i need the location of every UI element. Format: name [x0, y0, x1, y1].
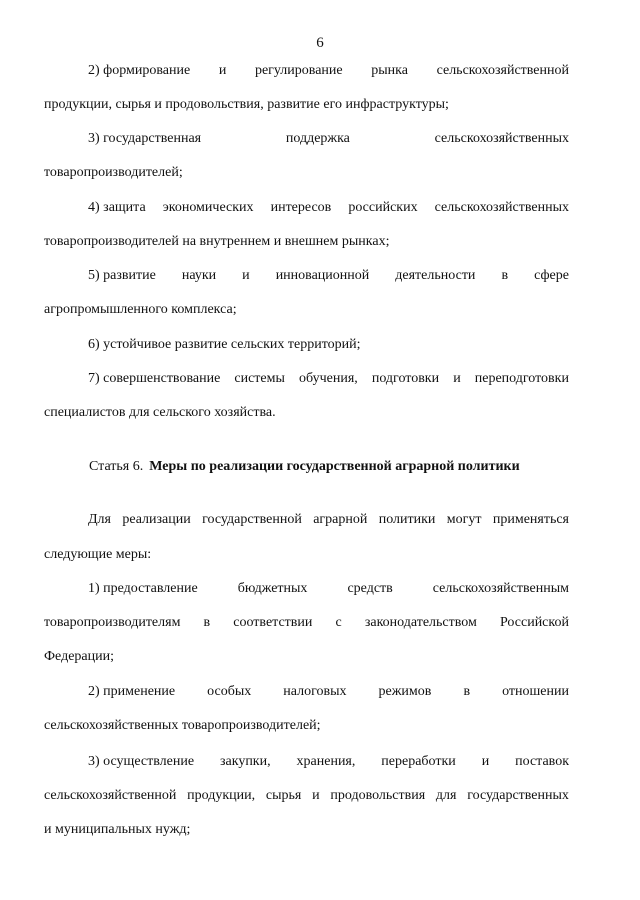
word: отношении — [502, 684, 569, 699]
word: хранения, — [296, 754, 356, 769]
word: средств — [347, 581, 393, 596]
page-number: 6 — [316, 35, 324, 51]
word: 3) государственная — [88, 131, 202, 146]
word: аграрной — [313, 512, 368, 527]
list-item-4-line-2: товаропроизводителей на внутреннем и внешнем рынках; — [44, 234, 390, 249]
word: сельскохозяйственных — [434, 200, 569, 215]
word: 4) защита — [88, 200, 146, 215]
word: в — [463, 684, 471, 699]
word: соответствии — [233, 615, 313, 630]
word: государственных — [467, 788, 569, 803]
measure-3-line-3: и муниципальных нужд; — [44, 822, 191, 837]
article-heading — [89, 457, 520, 477]
word: регулирование — [254, 63, 343, 78]
list-item-5-line-2: агропромышленного комплекса; — [44, 302, 237, 317]
list-item-2-line-1 — [88, 61, 569, 81]
measure-2-line-1 — [88, 682, 569, 702]
intro-line-2: следующие меры: — [44, 547, 152, 562]
word: и — [453, 371, 461, 386]
word: особых — [207, 684, 252, 699]
list-item-4-line-1 — [88, 198, 569, 218]
word: переподготовки — [474, 371, 569, 386]
article-label: Статья 6. — [89, 459, 144, 474]
word: системы — [234, 371, 285, 386]
measure-3-line-2 — [44, 786, 569, 806]
word: в — [501, 268, 509, 283]
list-item-5-line-1 — [88, 266, 569, 286]
intro-line-1 — [88, 510, 569, 530]
word: и — [312, 788, 320, 803]
word: продовольствия — [330, 788, 426, 803]
list-item-2-line-2: продукции, сырья и продовольствия, развитие его инфраструктуры; — [44, 97, 449, 112]
word: реализации — [122, 512, 191, 527]
word: государственной — [202, 512, 302, 527]
word: бюджетных — [237, 581, 308, 596]
measure-2-line-2: сельскохозяйственных товаропроизводителей; — [44, 718, 321, 733]
word: сырья — [265, 788, 302, 803]
word: деятельности — [395, 268, 476, 283]
word: инновационной — [275, 268, 370, 283]
measure-1-line-3: Федерации; — [44, 649, 115, 664]
list-item-3-line-2: товаропроизводителей; — [44, 165, 183, 180]
word: законодательством — [364, 615, 477, 630]
word: рынка — [371, 63, 408, 78]
word: 7) совершенствование — [88, 371, 221, 386]
word: подготовки — [371, 371, 440, 386]
word: поддержка — [285, 131, 350, 146]
word: переработки — [381, 754, 456, 769]
word: обучения, — [298, 371, 358, 386]
word: налоговых — [283, 684, 347, 699]
word: 1) предоставление — [88, 581, 198, 596]
word: науки — [181, 268, 217, 283]
measure-1-line-1 — [88, 579, 569, 599]
word: 3) осуществление — [88, 754, 195, 769]
word: сельскохозяйственным — [432, 581, 569, 596]
word: и — [481, 754, 490, 769]
word: могут — [446, 512, 482, 527]
word: интересов — [270, 200, 332, 215]
measure-3-line-1 — [88, 752, 569, 772]
word: режимов — [378, 684, 432, 699]
list-item-7-line-2: специалистов для сельского хозяйства. — [44, 405, 276, 420]
word: для — [435, 788, 457, 803]
article-title: Меры по реализации государственной аграрной политики — [149, 459, 520, 474]
word: Российской — [499, 615, 569, 630]
word: закупки, — [219, 754, 271, 769]
word: с — [335, 615, 342, 630]
list-item-7-line-1 — [88, 369, 569, 389]
word: 2) формирование — [88, 63, 191, 78]
word: экономических — [162, 200, 254, 215]
word: российских — [348, 200, 418, 215]
word: политики — [378, 512, 436, 527]
word: в — [203, 615, 211, 630]
word: сфере — [534, 268, 569, 283]
word: сельскохозяйственных — [434, 131, 569, 146]
word: сельскохозяйственной — [436, 63, 569, 78]
word: продукции, — [187, 788, 256, 803]
list-item-6-line-1: 6) устойчивое развитие сельских территорий; — [88, 337, 361, 352]
word: товаропроизводителям — [44, 615, 181, 630]
measure-1-line-2 — [44, 613, 569, 633]
word: и — [242, 268, 250, 283]
word: применяться — [492, 512, 569, 527]
word: 5) развитие — [88, 268, 156, 283]
word: сельскохозяйственной — [44, 788, 177, 803]
word: поставок — [515, 754, 569, 769]
word: 2) применение — [88, 684, 176, 699]
word: Для — [88, 512, 111, 527]
word: и — [218, 63, 227, 78]
list-item-3-line-1 — [88, 129, 569, 149]
